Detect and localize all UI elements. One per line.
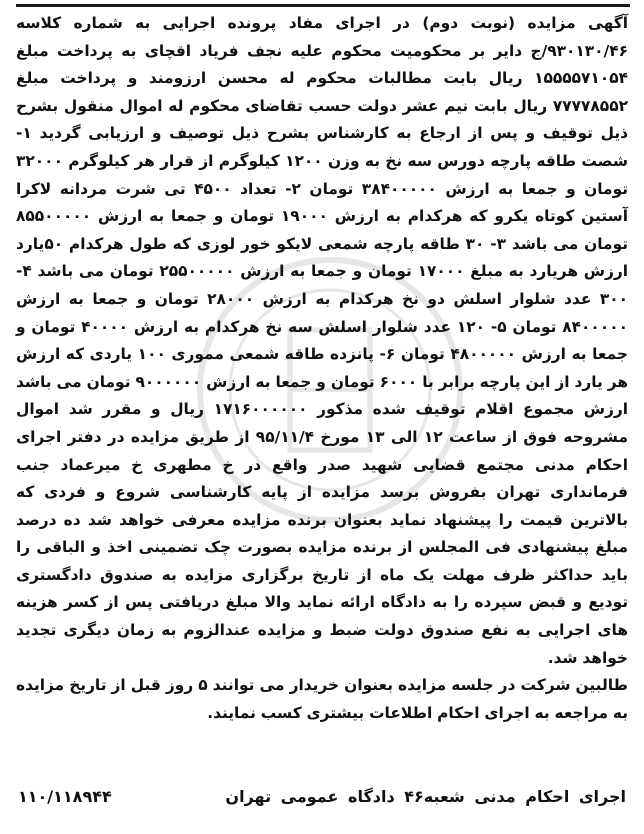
notice-closing-paragraph: طالبین شرکت در جلسه مزایده بعنوان خریدار می توانند ۵ روز قبل از تاریخ مزایده به مراجعه به اجرای احکام اطلاعات بیشتری کسب نمایند. — [16, 676, 628, 722]
top-border-rule — [16, 4, 630, 7]
notice-text — [16, 10, 628, 727]
notice-code: ۱۱۰/۱۱۸۹۴۴ — [18, 786, 112, 806]
issuer-signature: اجرای احکام مدنی شعبه۴۶ دادگاه عمومی تهران — [225, 786, 626, 806]
notice-body-paragraph: آگهی مزایده (نوبت دوم) در اجرای مفاد پرونده اجرایی به شماره کلاسه ۹۳۰۱۳۰/۴۶/ج دایر بر محکومیت محکوم علیه نجف فریاد اقچای به پرداخت مبلغ ۱۵۵۵۵۷۱۰۵۴ ریال بابت مطالبات محکوم له محسن ارزومند و پرداخت مبلغ ۷۷۷۷۸۵۵۲ ریال بابت نیم عشر دولت حسب تقاضای محکوم له اموال منقول بشرح ذیل توقیف و پس از ارجاع به کارشناس بشرح ذیل توصیف و ارزیابی گردید ۱- شصت طاقه پارچه دورس سه نخ به وزن ۱۲۰۰ کیلوگرم از قرار هر کیلوگرم ۳۲۰۰۰ تومان و جمعا به ارزش ۳۸۴۰۰۰۰۰ تومان ۲- تعداد ۴۵۰۰ تی شرت مردانه لاکرا آستین کوتاه یکرو که هرکدام به ارزش ۱۹۰۰۰ تومان و جمعا به ارزش ۸۵۵۰۰۰۰۰ تومان می باشد ۳- ۳۰ طاقه پارچه شمعی لایکو خور لوزی که طول هرکدام ۵۰یارد ارزش هریارد به مبلغ ۱۷۰۰۰ تومان و جمعا به ارزش ۲۵۵۰۰۰۰۰ تومان می باشد ۴- ۳۰۰ عدد شلوار اسلش دو نخ هرکدام به ارزش ۲۸۰۰۰ تومان و جمعا به ارزش ۸۴۰۰۰۰۰ تومان ۵- ۱۲۰ عدد شلوار اسلش سه نخ هرکدام به ارزش ۴۰۰۰۰ تومان و جمعا به ارزش ۴۸۰۰۰۰۰ تومان ۶- پانزده طاقه شمعی مموری ۱۰۰ یاردی که ارزش هر یارد از این پارچه برابر با ۶۰۰۰ تومان و جمعا به ارزش ۹۰۰۰۰۰۰ تومان می باشد ارزش مجموع اقلام توقیف شده مذکور ۱۷۱۶۰۰۰۰۰۰ ریال و مقرر شد اموال مشروحه فوق از ساعت ۱۲ الی ۱۳ مورخ ۹۵/۱۱/۴ از طریق مزایده در دفتر اجرای احکام مدنی مجتمع قضایی شهید صدر واقع در خ مطهری خ میرعماد جنب فرمانداری تهران بفروش برسد مزایده از پایه کارشناسی شروع و فردی که بالاترین قیمت را پیشنهاد نماید بعنوان برنده مزایده معرفی خواهد شد ده درصد مبلغ پیشنهادی فی المجلس از برنده مزایده بصورت چک تضمینی اخذ و الباقی را باید حداکثر ظرف مهلت یک ماه از تاریخ برگزاری مزایده به صندوق دادگستری تودیع و قبض سپرده را به دادگاه ارائه نماید والا مبلغ دریافتی پس از کسر هزینه های اجرایی به نفع صندوق دولت ضبط و مزایده عندالزوم به زمان دیگری تجدید خواهد شد. — [16, 14, 629, 667]
notice-footer — [18, 780, 626, 812]
